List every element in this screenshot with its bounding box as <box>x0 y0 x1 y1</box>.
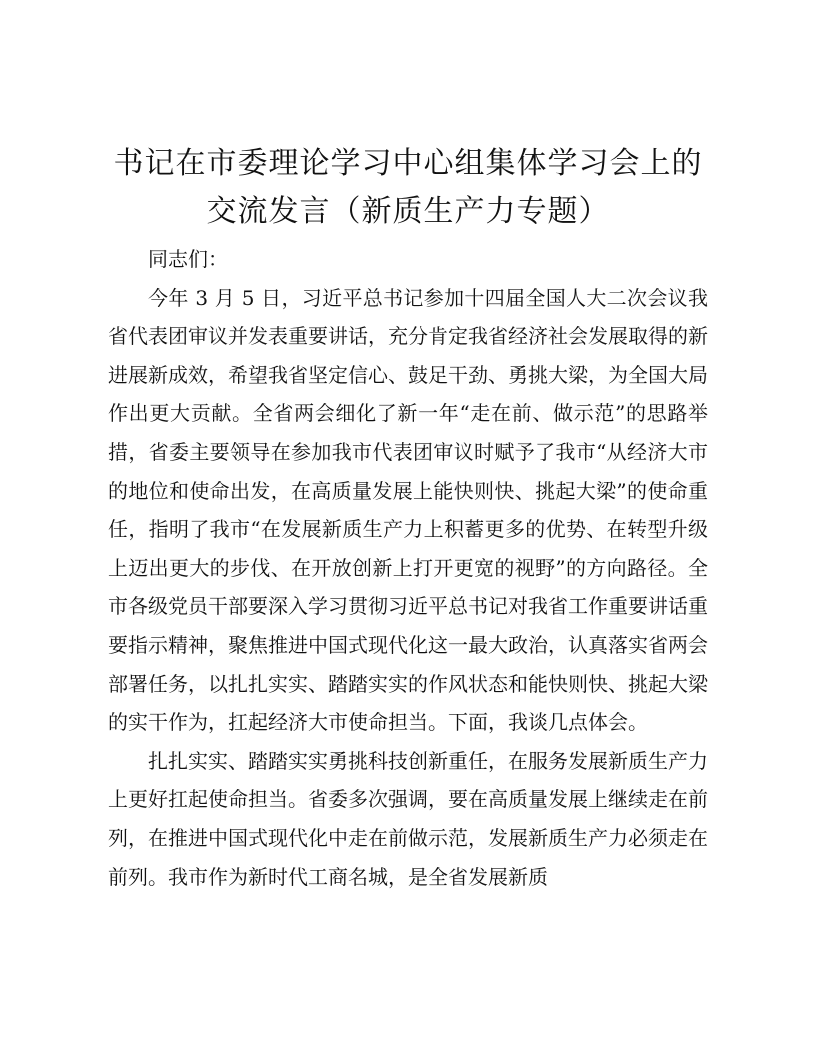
document-body <box>108 240 708 896</box>
salutation: 同志们： <box>148 247 228 271</box>
paragraph-1: 今年 3 月 5 日，习近平总书记参加十四届全国人大二次会议我省代表团审议并发表重要讲话，充分肯定我省经济社会发展取得的新进展新成效，希望我省坚定信心、鼓足干劲、勇挑大梁，为全国大局作出更大贡献。全省两会细化了新一年“走在前、做示范”的思路举措，省委主要领导在参加我市代表团审议时赋予了我市“从经济大市的地位和使命出发，在高质量发展上能快则快、挑起大梁”的使命重任，指明了我市“在发展新质生产力上积蓄更多的优势、在转型升级上迈出更大的步伐、在开放创新上打开更宽的视野”的方向路径。全市各级党员干部要深入学习贯彻习近平总书记对我省工作重要讲话重要指示精神，聚焦推进中国式现代化这一最大政治，认真落实省两会部署任务，以扎扎实实、踏踏实实的作风状态和能快则快、挑起大梁的实干作为，扛起经济大市使命担当。下面，我谈几点体会。 <box>108 285 708 735</box>
paragraph-2: 扎扎实实、踏踏实实勇挑科技创新重任，在服务发展新质生产力上更好扛起使命担当。省委多次强调，要在高质量发展上继续走在前列，在推进中国式现代化中走在前做示范，发展新质生产力必须走在前列。我市作为新时代工商名城，是全省发展新质 <box>108 748 708 889</box>
document-title: 书记在市委理论学习中心组集体学习会上的交流发言（新质生产力专题） <box>113 146 703 229</box>
